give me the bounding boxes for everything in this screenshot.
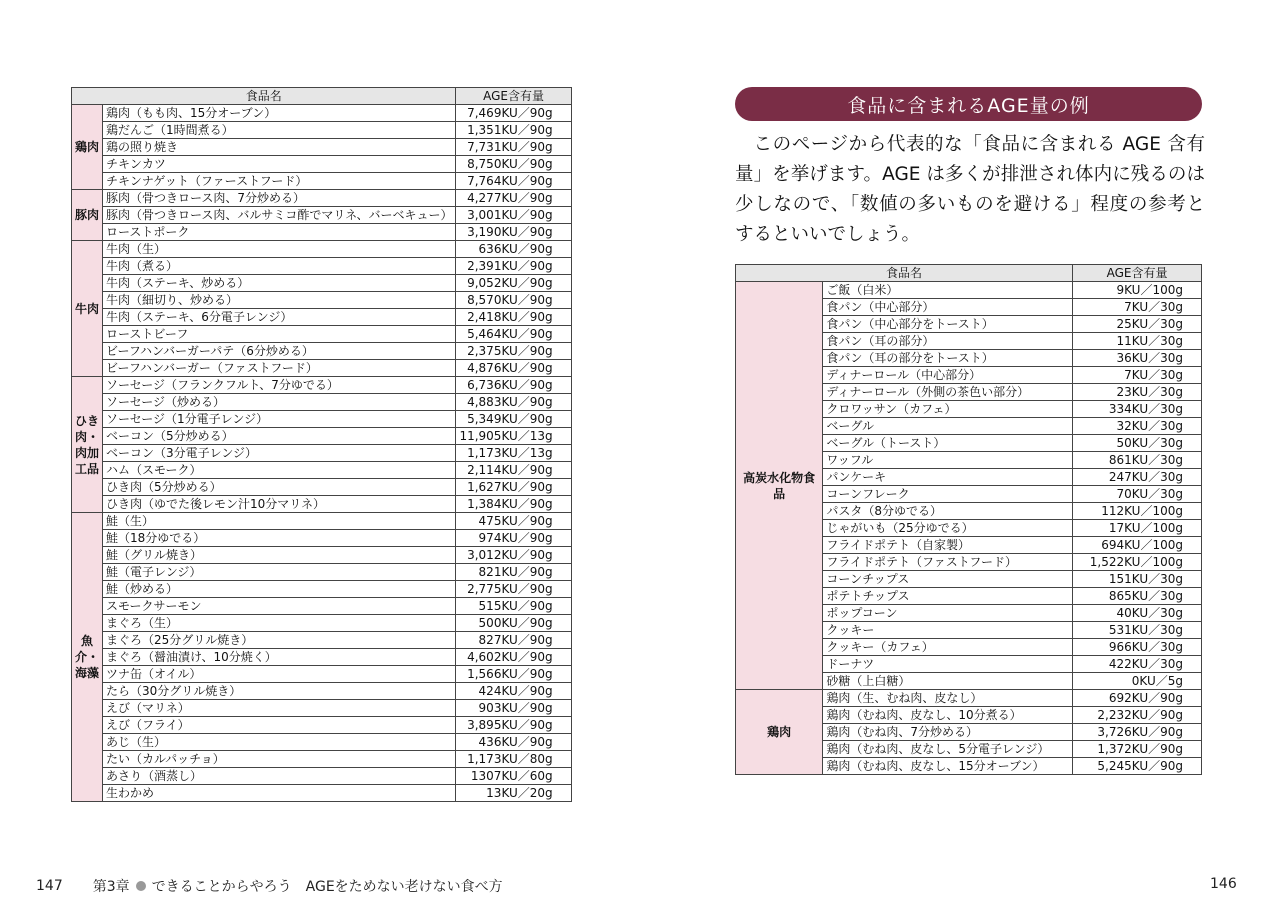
age-value-cell: 422KU／30g (1073, 656, 1202, 673)
food-name-cell: まぐろ（醤油漬け、10分焼く） (103, 649, 456, 666)
food-name-cell: ディナーロール（外側の茶色い部分） (823, 384, 1073, 401)
age-value-cell: 4,883KU／90g (456, 394, 571, 411)
age-value-cell: 424KU／90g (456, 683, 571, 700)
table-row (72, 224, 572, 241)
food-name-cell: 食パン（耳の部分をトースト） (823, 350, 1073, 367)
age-value-cell: 151KU／30g (1073, 571, 1202, 588)
table-row (72, 139, 572, 156)
section-heading: 食品に含まれるAGE量の例 (735, 87, 1202, 121)
food-name-cell: クロワッサン（カフェ） (823, 401, 1073, 418)
age-value-cell: 531KU／30g (1073, 622, 1202, 639)
food-name-cell: 豚肉（骨つきロース肉、バルサミコ酢でマリネ、バーベキュー） (103, 207, 456, 224)
age-value-cell: 50KU／30g (1073, 435, 1202, 452)
food-name-cell: ワッフル (823, 452, 1073, 469)
food-name-cell: ご飯（白米） (823, 282, 1073, 299)
food-name-cell: ベーグル (823, 418, 1073, 435)
age-value-cell: 0KU／5g (1073, 673, 1202, 690)
age-value-cell: 3,001KU／90g (456, 207, 571, 224)
food-name-cell: 牛肉（ステーキ、炒める） (103, 275, 456, 292)
age-value-cell: 7,731KU／90g (456, 139, 571, 156)
age-value-cell: 692KU／90g (1073, 690, 1202, 707)
food-name-cell: 鶏肉（むね肉、皮なし、15分オーブン） (823, 758, 1073, 775)
age-value-cell: 7KU／30g (1073, 299, 1202, 316)
age-value-cell: 13KU／20g (456, 785, 571, 802)
table-row (72, 292, 572, 309)
food-name-cell: ビーフハンバーガーパテ（6分炒める） (103, 343, 456, 360)
table-row (736, 282, 1202, 299)
table-row (72, 632, 572, 649)
age-value-cell: 7,764KU／90g (456, 173, 571, 190)
age-value-cell: 4,277KU／90g (456, 190, 571, 207)
age-value-cell: 11KU／30g (1073, 333, 1202, 350)
age-value-cell: 17KU／100g (1073, 520, 1202, 537)
header-food-name: 食品名 (72, 88, 456, 105)
food-name-cell: ローストポーク (103, 224, 456, 241)
age-value-cell: 903KU／90g (456, 700, 571, 717)
age-value-cell: 36KU／30g (1073, 350, 1202, 367)
food-name-cell: ハム（スモーク） (103, 462, 456, 479)
age-value-cell: 861KU／30g (1073, 452, 1202, 469)
table-row (72, 717, 572, 734)
food-name-cell: たら（30分グリル焼き） (103, 683, 456, 700)
table-row (72, 666, 572, 683)
table-row (72, 462, 572, 479)
food-name-cell: 鮭（グリル焼き） (103, 547, 456, 564)
table-row (72, 513, 572, 530)
age-value-cell: 500KU／90g (456, 615, 571, 632)
age-value-cell: 827KU／90g (456, 632, 571, 649)
food-name-cell: 鶏肉（もも肉、15分オーブン） (103, 105, 456, 122)
food-name-cell: 食パン（耳の部分） (823, 333, 1073, 350)
table-row (72, 564, 572, 581)
food-name-cell: ポテトチップス (823, 588, 1073, 605)
food-name-cell: ひき肉（5分炒める） (103, 479, 456, 496)
age-value-cell: 70KU／30g (1073, 486, 1202, 503)
table-row (72, 530, 572, 547)
food-name-cell: まぐろ（生） (103, 615, 456, 632)
food-name-cell: ポップコーン (823, 605, 1073, 622)
food-name-cell: 牛肉（煮る） (103, 258, 456, 275)
table-row (72, 734, 572, 751)
header-age-content: AGE含有量 (456, 88, 571, 105)
food-name-cell: ベーコン（3分電子レンジ） (103, 445, 456, 462)
table-row (72, 683, 572, 700)
category-cell: 魚介・海藻 (72, 513, 103, 802)
age-value-cell: 32KU／30g (1073, 418, 1202, 435)
food-name-cell: 鮭（生） (103, 513, 456, 530)
page-number-right: 146 (1210, 876, 1237, 892)
age-value-cell: 4,876KU／90g (456, 360, 571, 377)
category-cell: 鶏肉 (72, 105, 103, 190)
food-name-cell: クッキー（カフェ） (823, 639, 1073, 656)
age-value-cell: 5,349KU／90g (456, 411, 571, 428)
food-name-cell: ローストビーフ (103, 326, 456, 343)
food-name-cell: ドーナツ (823, 656, 1073, 673)
age-value-cell: 1307KU／60g (456, 768, 571, 785)
table-row (72, 326, 572, 343)
age-value-cell: 1,351KU／90g (456, 122, 571, 139)
footer-left (36, 876, 503, 896)
table-row (72, 751, 572, 768)
table-row (72, 309, 572, 326)
age-value-cell: 821KU／90g (456, 564, 571, 581)
category-cell: 豚肉 (72, 190, 103, 241)
table-row (72, 598, 572, 615)
food-name-cell: じゃがいも（25分ゆでる） (823, 520, 1073, 537)
table-row (72, 547, 572, 564)
category-cell: 鶏肉 (736, 690, 823, 775)
food-name-cell: 鮭（炒める） (103, 581, 456, 598)
food-name-cell: チキンナゲット（ファーストフード） (103, 173, 456, 190)
food-name-cell: スモークサーモン (103, 598, 456, 615)
food-name-cell: ソーセージ（炒める） (103, 394, 456, 411)
table-row (72, 479, 572, 496)
food-name-cell: ベーグル（トースト） (823, 435, 1073, 452)
table-row (72, 258, 572, 275)
age-value-cell: 2,114KU／90g (456, 462, 571, 479)
food-name-cell: えび（フライ） (103, 717, 456, 734)
age-value-cell: 1,566KU／90g (456, 666, 571, 683)
food-name-cell: 鶏肉（生、むね肉、皮なし） (823, 690, 1073, 707)
food-name-cell: フライドポテト（ファストフード） (823, 554, 1073, 571)
table-row (72, 768, 572, 785)
age-table-left (71, 87, 572, 802)
table-row (72, 411, 572, 428)
food-name-cell: たい（カルパッチョ） (103, 751, 456, 768)
table-row (72, 785, 572, 802)
table-row (72, 428, 572, 445)
age-value-cell: 515KU／90g (456, 598, 571, 615)
header-age-content: AGE含有量 (1073, 265, 1202, 282)
age-value-cell: 1,384KU／90g (456, 496, 571, 513)
age-value-cell: 334KU／30g (1073, 401, 1202, 418)
age-value-cell: 7KU／30g (1073, 367, 1202, 384)
age-value-cell: 966KU／30g (1073, 639, 1202, 656)
food-name-cell: ツナ缶（オイル） (103, 666, 456, 683)
chapter-title: できることからやろう AGEをためない老けない食べ方 (151, 879, 503, 895)
age-table-right (735, 264, 1202, 775)
food-name-cell: まぐろ（25分グリル焼き） (103, 632, 456, 649)
age-value-cell: 2,232KU／90g (1073, 707, 1202, 724)
food-name-cell: えび（マリネ） (103, 700, 456, 717)
food-name-cell: ビーフハンバーガー（ファストフード） (103, 360, 456, 377)
food-name-cell: 生わかめ (103, 785, 456, 802)
food-name-cell: 食パン（中心部分をトースト） (823, 316, 1073, 333)
age-value-cell: 694KU／100g (1073, 537, 1202, 554)
age-value-cell: 865KU／30g (1073, 588, 1202, 605)
age-value-cell: 3,726KU／90g (1073, 724, 1202, 741)
food-name-cell: 砂糖（上白糖） (823, 673, 1073, 690)
food-name-cell: フライドポテト（自家製） (823, 537, 1073, 554)
age-value-cell: 8,570KU／90g (456, 292, 571, 309)
age-value-cell: 23KU／30g (1073, 384, 1202, 401)
table-row (72, 496, 572, 513)
table-row (72, 360, 572, 377)
table-row (72, 394, 572, 411)
table-row (72, 122, 572, 139)
food-name-cell: 牛肉（生） (103, 241, 456, 258)
age-value-cell: 5,245KU／90g (1073, 758, 1202, 775)
food-name-cell: ディナーロール（中心部分） (823, 367, 1073, 384)
food-name-cell: コーンフレーク (823, 486, 1073, 503)
age-value-cell: 25KU／30g (1073, 316, 1202, 333)
food-name-cell: 豚肉（骨つきロース肉、7分炒める） (103, 190, 456, 207)
food-name-cell: 鶏だんご（1時間煮る） (103, 122, 456, 139)
food-name-cell: あじ（生） (103, 734, 456, 751)
food-name-cell: 鮭（18分ゆでる） (103, 530, 456, 547)
age-value-cell: 40KU／30g (1073, 605, 1202, 622)
table-header-row (736, 265, 1202, 282)
table-row (72, 275, 572, 292)
age-value-cell: 436KU／90g (456, 734, 571, 751)
age-value-cell: 9KU／100g (1073, 282, 1202, 299)
table-header-row (72, 88, 572, 105)
table-row (72, 581, 572, 598)
table-row (72, 190, 572, 207)
table-row (72, 649, 572, 666)
food-name-cell: ベーコン（5分炒める） (103, 428, 456, 445)
age-value-cell: 974KU／90g (456, 530, 571, 547)
age-value-cell: 8,750KU／90g (456, 156, 571, 173)
age-value-cell: 11,905KU／13g (456, 428, 571, 445)
age-value-cell: 2,391KU／90g (456, 258, 571, 275)
age-value-cell: 1,173KU／13g (456, 445, 571, 462)
food-name-cell: ソーセージ（1分電子レンジ） (103, 411, 456, 428)
category-cell: 牛肉 (72, 241, 103, 377)
food-name-cell: 鶏肉（むね肉、皮なし、10分煮る） (823, 707, 1073, 724)
age-value-cell: 5,464KU／90g (456, 326, 571, 343)
page-number-left: 147 (36, 878, 63, 894)
age-value-cell: 2,775KU／90g (456, 581, 571, 598)
food-name-cell: パンケーキ (823, 469, 1073, 486)
table-row (72, 343, 572, 360)
chapter-label: 第3章 (92, 879, 130, 895)
category-cell: 高炭水化物食品 (736, 282, 823, 690)
food-name-cell: パスタ（8分ゆでる） (823, 503, 1073, 520)
food-name-cell: 鶏肉（むね肉、7分炒める） (823, 724, 1073, 741)
age-value-cell: 9,052KU／90g (456, 275, 571, 292)
category-cell: ひき肉・肉加工品 (72, 377, 103, 513)
age-value-cell: 112KU／100g (1073, 503, 1202, 520)
food-name-cell: ソーセージ（フランクフルト、7分ゆでる） (103, 377, 456, 394)
age-value-cell: 1,372KU／90g (1073, 741, 1202, 758)
age-value-cell: 475KU／90g (456, 513, 571, 530)
age-value-cell: 3,895KU／90g (456, 717, 571, 734)
food-name-cell: チキンカツ (103, 156, 456, 173)
header-food-name: 食品名 (736, 265, 1073, 282)
age-value-cell: 7,469KU／90g (456, 105, 571, 122)
age-value-cell: 3,012KU／90g (456, 547, 571, 564)
table-row (72, 241, 572, 258)
food-name-cell: 食パン（中心部分） (823, 299, 1073, 316)
age-value-cell: 3,190KU／90g (456, 224, 571, 241)
table-row (72, 615, 572, 632)
table-row (72, 445, 572, 462)
intro-paragraph: このページから代表的な「食品に含まれる AGE 含有量」を挙げます。AGE は多くが排泄され体内に残るのは少しなので、「数値の多いものを避ける」程度の参考とするといいでしょう。 (735, 134, 1205, 245)
age-value-cell: 2,375KU／90g (456, 343, 571, 360)
age-value-cell: 2,418KU／90g (456, 309, 571, 326)
table-row (72, 105, 572, 122)
age-value-cell: 4,602KU／90g (456, 649, 571, 666)
age-value-cell: 1,173KU／80g (456, 751, 571, 768)
food-name-cell: 鶏肉（むね肉、皮なし、5分電子レンジ） (823, 741, 1073, 758)
age-value-cell: 247KU／30g (1073, 469, 1202, 486)
food-name-cell: ひき肉（ゆでた後レモン汁10分マリネ） (103, 496, 456, 513)
age-value-cell: 636KU／90g (456, 241, 571, 258)
food-name-cell: クッキー (823, 622, 1073, 639)
bullet-icon (136, 881, 146, 891)
table-row (72, 700, 572, 717)
table-row (72, 207, 572, 224)
age-value-cell: 1,627KU／90g (456, 479, 571, 496)
food-name-cell: コーンチップス (823, 571, 1073, 588)
food-name-cell: 牛肉（ステーキ、6分電子レンジ） (103, 309, 456, 326)
table-row (72, 377, 572, 394)
age-value-cell: 1,522KU／100g (1073, 554, 1202, 571)
food-name-cell: 牛肉（細切り、炒める） (103, 292, 456, 309)
age-value-cell: 6,736KU／90g (456, 377, 571, 394)
food-name-cell: 鮭（電子レンジ） (103, 564, 456, 581)
table-row (736, 690, 1202, 707)
table-row (72, 156, 572, 173)
food-name-cell: 鶏の照り焼き (103, 139, 456, 156)
food-name-cell: あさり（酒蒸し） (103, 768, 456, 785)
table-row (72, 173, 572, 190)
